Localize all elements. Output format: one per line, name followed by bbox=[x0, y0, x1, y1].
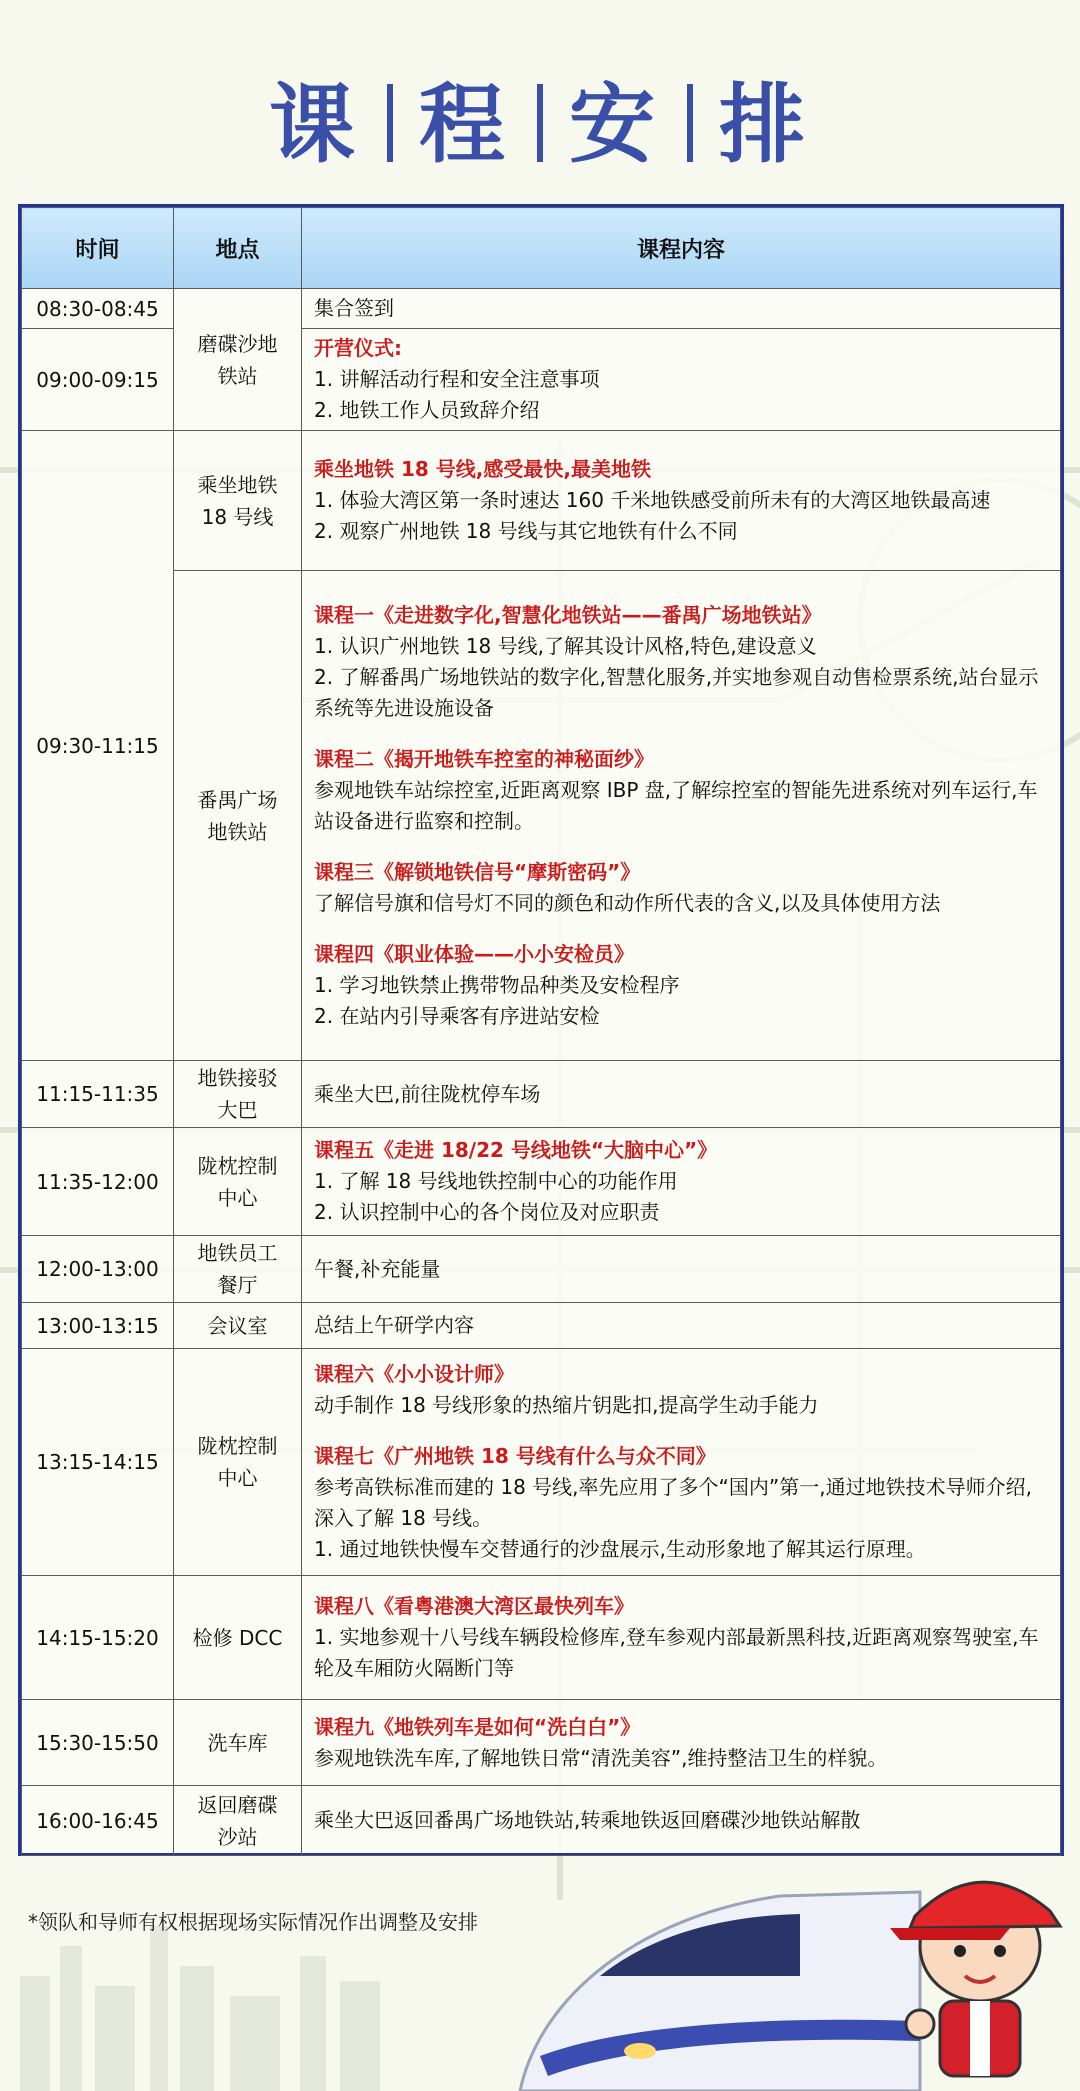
course-heading: 课程二《揭开地铁车控室的神秘面纱》 bbox=[314, 746, 654, 771]
content-cell bbox=[302, 329, 1061, 431]
table-row bbox=[22, 289, 1061, 329]
title-char: 排 bbox=[719, 74, 811, 175]
table-row bbox=[22, 1303, 1061, 1349]
place-cell: 洗车库 bbox=[174, 1700, 302, 1786]
content-line: 1. 学习地铁禁止携带物品种类及安检程序 bbox=[314, 972, 680, 997]
content-line: 乘坐大巴返回番禺广场地铁站,转乘地铁返回磨碟沙地铁站解散 bbox=[314, 1808, 861, 1832]
content-cell bbox=[302, 1061, 1061, 1128]
content-cell bbox=[302, 1786, 1061, 1856]
time-cell: 13:00-13:15 bbox=[22, 1303, 174, 1349]
table-row bbox=[22, 1349, 1061, 1576]
content-cell bbox=[302, 431, 1061, 571]
content-cell bbox=[302, 1700, 1061, 1786]
course-block bbox=[314, 600, 1048, 724]
title-divider bbox=[387, 84, 393, 162]
time-cell: 14:15-15:20 bbox=[22, 1576, 174, 1700]
content-line: 2. 认识控制中心的各个岗位及对应职责 bbox=[314, 1200, 660, 1224]
title-char: 程 bbox=[419, 74, 511, 175]
time-cell: 16:00-16:45 bbox=[22, 1786, 174, 1856]
time-cell: 12:00-13:00 bbox=[22, 1236, 174, 1303]
content-line: 2. 在站内引导乘客有序进站安检 bbox=[314, 1003, 600, 1028]
content-cell bbox=[302, 1349, 1061, 1576]
time-cell: 09:30-11:15 bbox=[22, 431, 174, 1061]
table-row bbox=[22, 431, 1061, 571]
place-cell: 陇枕控制 中心 bbox=[174, 1128, 302, 1236]
header-place: 地点 bbox=[174, 208, 302, 289]
content-cell bbox=[302, 1128, 1061, 1236]
table-row bbox=[22, 1700, 1061, 1786]
place-cell: 地铁接驳 大巴 bbox=[174, 1061, 302, 1128]
course-heading: 课程四《职业体验——小小安检员》 bbox=[314, 941, 634, 966]
place-cell: 磨碟沙地 铁站 bbox=[174, 289, 302, 431]
course-block bbox=[314, 1441, 1048, 1565]
course-heading: 课程六《小小设计师》 bbox=[314, 1362, 514, 1386]
content-line: 1. 通过地铁快慢车交替通行的沙盘展示,生动形象地了解其运行原理。 bbox=[314, 1537, 926, 1561]
time-cell: 09:00-09:15 bbox=[22, 329, 174, 431]
content-line: 动手制作 18 号线形象的热缩片钥匙扣,提高学生动手能力 bbox=[314, 1393, 819, 1417]
table-header-row bbox=[22, 208, 1061, 289]
content-line: 2. 了解番禺广场地铁站的数字化,智慧化服务,并实地参观自动售检票系统,站台显示系统等先进设施设备 bbox=[314, 664, 1039, 720]
course-block bbox=[314, 939, 1048, 1032]
content-line: 参观地铁车站综控室,近距离观察 IBP 盘,了解综控室的智能先进系统对列车运行,车站设备进行监察和控制。 bbox=[314, 777, 1038, 833]
footnote: *领队和导师有权根据现场实际情况作出调整及安排 bbox=[28, 1910, 478, 1934]
content-line: 2. 观察广州地铁 18 号线与其它地铁有什么不同 bbox=[314, 519, 738, 543]
course-block bbox=[314, 857, 1048, 919]
place-cell: 地铁员工 餐厅 bbox=[174, 1236, 302, 1303]
place-cell: 会议室 bbox=[174, 1303, 302, 1349]
content-line: 1. 认识广州地铁 18 号线,了解其设计风格,特色,建设意义 bbox=[314, 633, 817, 658]
course-heading: 课程九《地铁列车是如何“洗白白”》 bbox=[314, 1714, 641, 1739]
place-cell: 检修 DCC bbox=[174, 1576, 302, 1700]
content-line: 参考高铁标准而建的 18 号线,率先应用了多个“国内”第一,通过地铁技术导师介绍,深入了解 18 号线。 bbox=[314, 1475, 1032, 1530]
place-cell: 陇枕控制 中心 bbox=[174, 1349, 302, 1576]
course-heading: 课程七《广州地铁 18 号线有什么与众不同》 bbox=[314, 1444, 716, 1468]
content-line: 1. 体验大湾区第一条时速达 160 千米地铁感受前所未有的大湾区地铁最高速 bbox=[314, 488, 991, 512]
content-line: 1. 讲解活动行程和安全注意事项 bbox=[314, 367, 600, 391]
place-cell: 乘坐地铁 18 号线 bbox=[174, 431, 302, 571]
content-line: 参观地铁洗车库,了解地铁日常“清洗美容”,维持整洁卫生的样貌。 bbox=[314, 1745, 888, 1770]
course-heading: 课程五《走进 18/22 号线地铁“大脑中心”》 bbox=[314, 1138, 718, 1162]
schedule-table bbox=[18, 204, 1064, 1856]
content-line: 乘坐大巴,前往陇枕停车场 bbox=[314, 1081, 541, 1106]
content-line: 1. 了解 18 号线地铁控制中心的功能作用 bbox=[314, 1169, 678, 1193]
course-heading: 开营仪式: bbox=[314, 336, 402, 360]
content-cell: 集合签到 bbox=[302, 289, 1061, 329]
table-row bbox=[22, 571, 1061, 1061]
table-row bbox=[22, 1061, 1061, 1128]
content-line: 总结上午研学内容 bbox=[314, 1313, 474, 1337]
page-title bbox=[0, 55, 1080, 179]
course-heading: 课程一《走进数字化,智慧化地铁站——番禺广场地铁站》 bbox=[314, 602, 822, 627]
content-line: 午餐,补充能量 bbox=[314, 1256, 441, 1281]
place-cell: 返回磨碟 沙站 bbox=[174, 1786, 302, 1856]
title-char: 课 bbox=[269, 74, 361, 175]
table-row bbox=[22, 1128, 1061, 1236]
content-cell bbox=[302, 571, 1061, 1061]
content-cell bbox=[302, 1576, 1061, 1700]
course-block bbox=[314, 1359, 1048, 1421]
header-content: 课程内容 bbox=[302, 208, 1061, 289]
time-cell: 13:15-14:15 bbox=[22, 1349, 174, 1576]
time-cell: 11:35-12:00 bbox=[22, 1128, 174, 1236]
title-divider bbox=[687, 84, 693, 162]
title-char: 安 bbox=[569, 74, 661, 175]
content-cell bbox=[302, 1303, 1061, 1349]
course-heading: 课程三《解锁地铁信号“摩斯密码”》 bbox=[314, 859, 641, 884]
table-row bbox=[22, 1236, 1061, 1303]
table-row bbox=[22, 1786, 1061, 1856]
bullet-train-illustration bbox=[520, 1892, 920, 2091]
skyline bbox=[20, 1926, 380, 2091]
course-block bbox=[314, 744, 1048, 837]
content-line: 1. 实地参观十八号线车辆段检修库,登车参观内部最新黑科技,近距离观察驾驶室,车轮及车厢防火隔断门等 bbox=[314, 1625, 1039, 1680]
table-row bbox=[22, 1576, 1061, 1700]
bottom-illustration bbox=[0, 1856, 1080, 2091]
place-cell: 番禺广场 地铁站 bbox=[174, 571, 302, 1061]
content-line: 了解信号旗和信号灯不同的颜色和动作所代表的含义,以及具体使用方法 bbox=[314, 890, 941, 915]
time-cell: 15:30-15:50 bbox=[22, 1700, 174, 1786]
course-heading: 课程八《看粤港澳大湾区最快列车》 bbox=[314, 1594, 634, 1618]
course-heading: 乘坐地铁 18 号线,感受最快,最美地铁 bbox=[314, 457, 651, 481]
content-cell bbox=[302, 1236, 1061, 1303]
content-line: 2. 地铁工作人员致辞介绍 bbox=[314, 398, 540, 422]
time-cell: 11:15-11:35 bbox=[22, 1061, 174, 1128]
title-divider bbox=[537, 84, 543, 162]
time-cell: 08:30-08:45 bbox=[22, 289, 174, 329]
header-time: 时间 bbox=[22, 208, 174, 289]
